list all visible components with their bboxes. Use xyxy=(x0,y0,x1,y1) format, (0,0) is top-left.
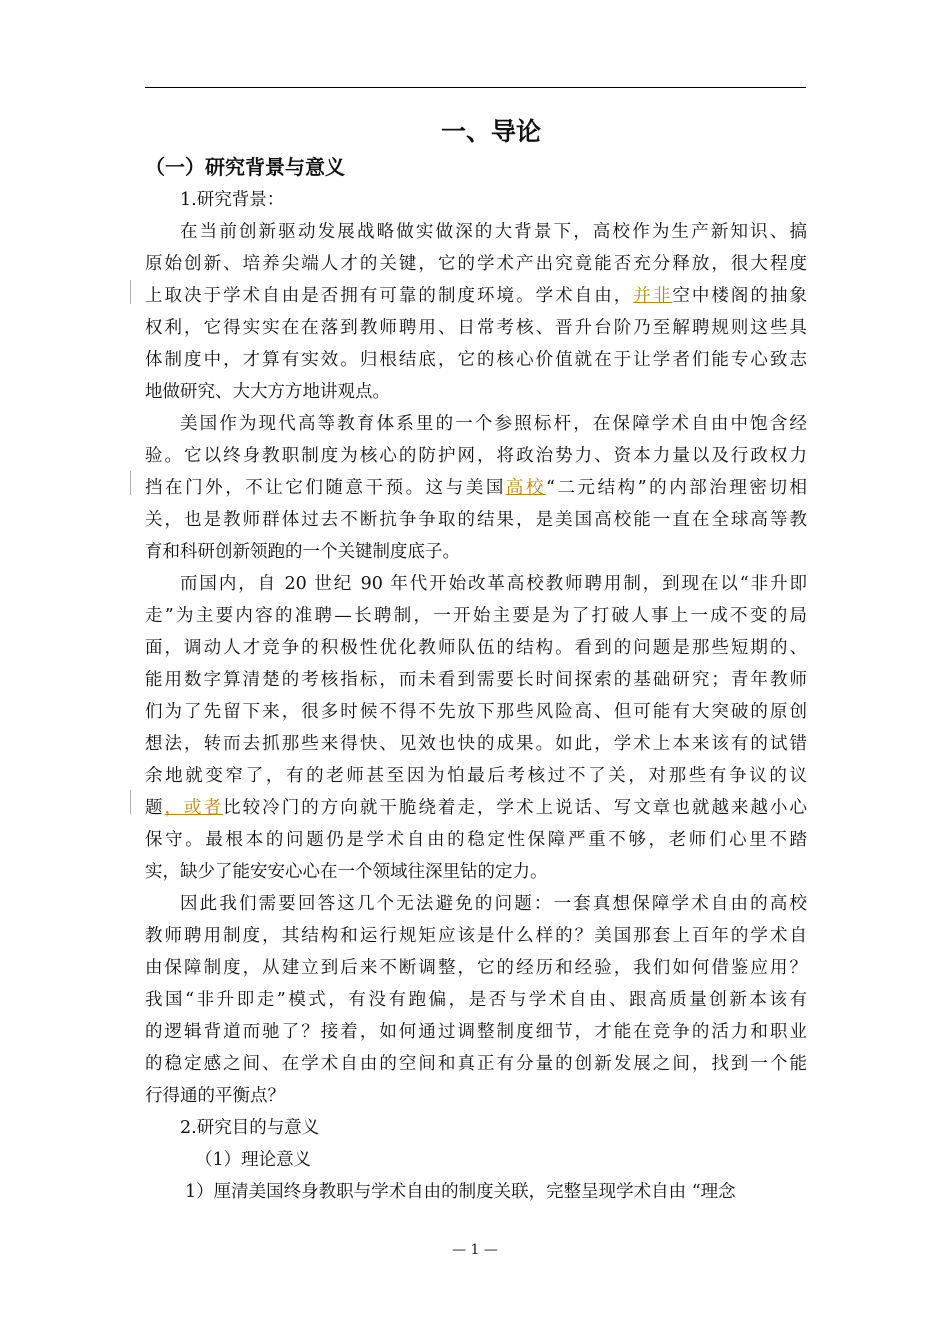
text-line: 而国内，自 20 世纪 90 年代开始改革高校教师聘用制，到现在以“非升即 xyxy=(180,574,807,594)
text-segment: 上取决于学术自由是否拥有可靠的制度环境。学术自由， xyxy=(145,286,634,306)
text-line: 保守。最根本的问题仍是学术自由的稳定性保障严重不够，老师们心里不踏 xyxy=(145,830,807,850)
text-segment: 比较冷门的方向就干脆绕着走，学术上说话、写文章也就越来越小心 xyxy=(223,798,807,818)
text-line: 的逻辑背道而驰了？接着，如何通过调整制度细节，才能在竞争的活力和职业 xyxy=(145,1022,807,1042)
chapter-heading: 一、导论 xyxy=(440,117,541,146)
page-number: — 1 — xyxy=(452,1242,498,1258)
text-line: 余地就变窄了，有的老师甚至因为怕最后考核过不了关，对那些有争议的议 xyxy=(145,766,807,786)
text-line: 能用数字算清楚的考核指标，而未看到需要长时间探索的基础研究；青年教师 xyxy=(145,670,807,690)
document-page xyxy=(145,112,807,1208)
text-line: 们为了先留下来，很多时候不得不先放下那些风险高、但可能有大突破的原创 xyxy=(145,702,807,722)
paragraph-3 xyxy=(145,568,807,888)
subheading-research-background: 1.研究背景： xyxy=(180,190,285,210)
text-segment: 挡在门外，不让它们随意干预。这与美国 xyxy=(145,478,506,498)
text-segment: 题 xyxy=(145,798,165,818)
text-line: 走”为主要内容的准聘—长聘制，一开始主要是为了打破人事上一成不变的局 xyxy=(145,606,807,626)
text-line: 的稳定感之间、在学术自由的空间和真正有分量的创新发展之间，找到一个能 xyxy=(145,1054,807,1074)
text-line: 育和科研创新领跑的一个关键制度底子。 xyxy=(145,542,460,562)
section-heading: （一）研究背景与意义 xyxy=(145,155,345,179)
text-line: 体制度中，才算有实效。归根结底，它的核心价值就在于让学者们能专心致志 xyxy=(145,350,807,370)
text-segment: “二元结构”的内部治理密切相 xyxy=(545,478,807,498)
text-line xyxy=(145,472,807,504)
text-line: 地做研究、大大方方地讲观点。 xyxy=(145,382,390,402)
paragraph-2 xyxy=(145,408,807,568)
text-line: 在当前创新驱动发展战略做实做深的大背景下，高校作为生产新知识、搞 xyxy=(180,222,807,242)
revision-bar xyxy=(130,471,131,495)
text-line: 因此我们需要回答这几个无法避免的问题：一套真想保障学术自由的高校 xyxy=(180,894,807,914)
text-segment: 空中楼阁的抽象 xyxy=(672,286,807,306)
text-line: 教师聘用制度，其结构和运行规矩应该是什么样的？美国那套上百年的学术自 xyxy=(145,926,807,946)
subheading-purpose: 2.研究目的与意义 xyxy=(180,1118,320,1138)
paragraph-1 xyxy=(145,216,807,408)
subheading-theory: （1）理论意义 xyxy=(195,1150,312,1170)
text-line: 我国“非升即走”模式，有没有跑偏，是否与学术自由、跟高质量创新本该有 xyxy=(145,990,807,1010)
tracked-change-text: 并非 xyxy=(633,286,673,306)
text-line: 权利，它得实实在在落到教师聘用、日常考核、晋升台阶乃至解聘规则这些具 xyxy=(145,318,807,338)
tracked-change-text: 高校 xyxy=(505,478,546,498)
text-line: 验。它以终身教职制度为核心的防护网，将政治势力、资本力量以及行政权力 xyxy=(145,446,807,466)
text-line: 原始创新、培养尖端人才的关键，它的学术产出究竟能否充分释放，很大程度 xyxy=(145,254,807,274)
text-line: 实，缺少了能安安心心在一个领域往深里钻的定力。 xyxy=(145,862,548,882)
text-line xyxy=(145,280,807,312)
list-item-1: 1）厘清美国终身教职与学术自由的制度关联，完整呈现学术自由 “理念 xyxy=(185,1182,736,1202)
revision-bar xyxy=(130,280,131,304)
text-line: 美国作为现代高等教育体系里的一个参照标杆，在保障学术自由中饱含经 xyxy=(180,414,807,434)
text-line: 关，也是教师群体过去不断抗争争取的结果，是美国高校能一直在全球高等教 xyxy=(145,510,807,530)
text-line: 由保障制度，从建立到后来不断调整，它的经历和经验，我们如何借鉴应用？ xyxy=(145,958,807,978)
paragraph-4 xyxy=(145,888,807,1112)
text-line: 面，调动人才竞争的积极性优化教师队伍的结构。看到的问题是那些短期的、 xyxy=(145,638,807,658)
text-line: 想法，转而去抓那些来得快、见效也快的成果。如此，学术上本来该有的试错 xyxy=(145,734,807,754)
text-line xyxy=(145,792,807,824)
tracked-change-text: ，或者 xyxy=(164,798,224,818)
header-rule xyxy=(145,87,806,88)
text-line: 行得通的平衡点？ xyxy=(145,1086,285,1106)
revision-bar xyxy=(130,790,131,814)
